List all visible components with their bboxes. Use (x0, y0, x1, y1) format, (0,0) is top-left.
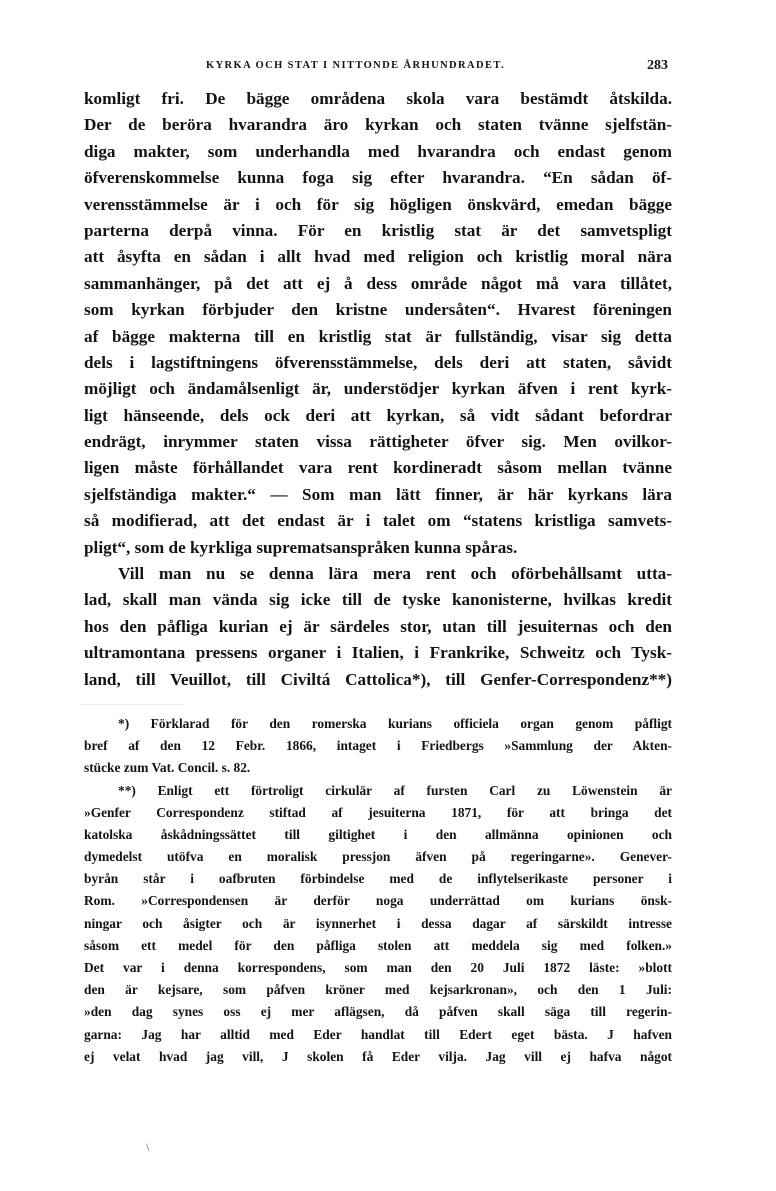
footnote-line: den är kejsare, som påfven kröner med kejsarkronan», och den 1 Juli: (84, 982, 672, 998)
text-line: sjelfständiga makter.“ — Som man lätt finner, är här kyrkans lära (84, 484, 672, 504)
footnote-line: Rom. »Correspondensen är derför noga underrättad om kurians önsk- (84, 893, 672, 909)
text-line: diga makter, som underhandla med hvarandra och endast genom (84, 141, 672, 161)
footnote-line: Det var i denna korrespondens, som man den 20 Juli 1872 läste: »blott (84, 960, 672, 976)
text-line: af bägge makterna till en kristlig stat är fullständig, visar sig detta (84, 326, 672, 346)
footnote-line: ej velat hvad jag vill, J skolen få Eder vilja. Jag vill ej hafva något (84, 1048, 672, 1064)
stray-ink-mark: \ (146, 1140, 150, 1154)
page-header (84, 58, 672, 82)
footnote-line: *) Förklarad för den romerska kurians officiela organ genom påfligt (118, 715, 672, 731)
footnote-line: byrån står i oafbruten förbindelse med de inflytelserikaste personer i (84, 871, 672, 887)
text-line: som kyrkan förbjuder den kristne undersåten“. Hvarest föreningen (84, 300, 672, 320)
footnote-line: dymedelst utöfva en moralisk pressjon äfven på regeringarne». Genever- (84, 849, 672, 865)
footnote-line: »den dag synes oss ej mer aflägsen, då påfven skall säga till regerin- (84, 1004, 672, 1020)
footnote-line: katolska åskådningssättet till giltighet i den allmänna opinionen och (84, 826, 672, 842)
text-line: Der de beröra hvarandra äro kyrkan och staten tvänne sjelfstän- (84, 115, 672, 135)
running-title: KYRKA OCH STAT I NITTONDE ÅRHUNDRADET. (206, 60, 506, 71)
footnote-line: ningar och åsigter och är isynnerhet i dessa dagar af särskildt intresse (84, 915, 672, 931)
footnote-divider (82, 704, 184, 705)
page-number: 283 (647, 58, 668, 73)
text-line: att åsyfta en sådan i allt hvad med religion och kristlig moral nära (84, 247, 672, 267)
text-line: Vill man nu se denna lära mera rent och oförbehållsamt utta- (118, 564, 672, 584)
text-line: ligen måste förhållandet vara rent kordineradt såsom mellan tvänne (84, 458, 672, 478)
text-line: pligt“, som de kyrkliga suprematsanspråken kunna spåras. (84, 537, 518, 557)
text-line: hos den påfliga kurian ej är särdeles stor, utan till jesuiternas och den (84, 616, 672, 636)
text-line: lad, skall man vända sig icke till de tyske kanonisterne, hvilkas kredit (84, 590, 672, 610)
footnotes (84, 713, 672, 1068)
footnote-line: garna: Jag har alltid med Eder handlat till Edert eget bästa. J hafven (84, 1026, 672, 1042)
main-text (84, 86, 672, 693)
footnote-line: stücke zum Vat. Concil. s. 82. (84, 760, 251, 776)
text-line: parterna derpå vinna. För en kristlig stat är det samvetspligt (84, 220, 672, 240)
text-line: ultramontana pressens organer i Italien, i Frankrike, Schweitz och Tysk- (84, 643, 672, 663)
text-line: möjligt och ändamålsenligt är, understödjer kyrkan äfven i rent kyrk- (84, 379, 672, 399)
book-page (84, 58, 672, 1168)
footnote-line: bref af den 12 Febr. 1866, intaget i Friedbergs »Sammlung der Akten- (84, 738, 672, 754)
text-line: öfverenskommelse kunna foga sig efter hvarandra. “En sådan öf- (84, 168, 672, 188)
footnote-line: »Genfer Correspondenz stiftad af jesuiterna 1871, för att bringa det (84, 804, 672, 820)
text-line: så modifierad, att det endast är i talet om “statens kristliga samvets- (84, 511, 672, 531)
footnote-line: såsom ett medel för den påfliga stolen att meddela sig med folken.» (84, 937, 672, 953)
text-line: dels i lagstiftningens öfverensstämmelse, dels deri att staten, såvidt (84, 352, 672, 372)
text-line: land, till Veuillot, till Civiltá Cattolica*), till Genfer-Correspondenz**) (84, 669, 672, 689)
text-line: ligt hänseende, dels ock deri att kyrkan, så vidt sådant befordrar (84, 405, 672, 425)
text-line: endrägt, inrymmer staten vissa rättigheter öfver sig. Men ovilkor- (84, 432, 672, 452)
footnote-line: **) Enligt ett förtroligt cirkulär af fursten Carl zu Löwenstein är (118, 782, 672, 798)
text-line: komligt fri. De bägge områdena skola vara bestämdt åtskilda. (84, 89, 672, 108)
text-line: sammanhänger, på det att ej å dess område något må vara tillåtet, (84, 273, 672, 293)
text-line: verensstämmelse är i och för sig högligen önskvärd, emedan bägge (84, 194, 672, 214)
